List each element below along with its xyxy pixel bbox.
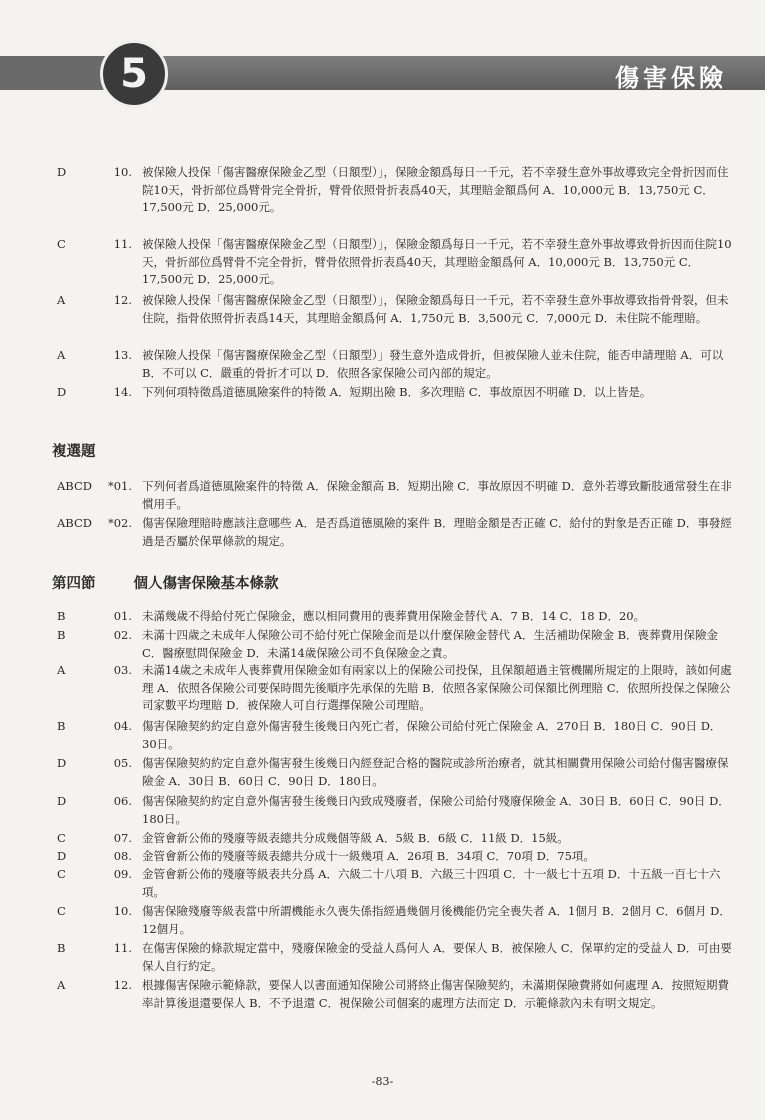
question-number: 06. [113, 794, 132, 808]
answer-key: ABCD [57, 479, 92, 493]
question-number: 07. [113, 831, 132, 845]
answer-key: D [57, 385, 67, 399]
section-label: 第四節 [52, 575, 96, 592]
question-number: 10. [113, 904, 132, 918]
question-number: 02. [113, 628, 132, 642]
question-text: 傷害保險契約約定自意外傷害發生後幾日內經登記合格的醫院或診所治療者，就其相關費用保險公司給付傷害醫療保險金 A．30日 B．60日 C．90日 D．180日。 [142, 756, 729, 788]
answer-key: A [57, 293, 66, 307]
answer-key: D [57, 756, 67, 770]
question-text: 下列何者爲道德風險案件的特徵 A．保險金額高 B．短期出險 C．事故原因不明確 D．意外若導致斷肢通常發生在非慣用手。 [142, 479, 732, 511]
question-text: 被保險人投保「傷害醫療保險金乙型（日額型）」，保險金額爲每日一千元，若不幸發生意外事故導致完全骨折因而住院10天，骨折部位爲臂骨完全骨折，臂骨依照骨折表爲40天，其理賠金額爲何 A．10,000元 B．13,750元 C．17,500元 D．25,000元。 [142, 165, 729, 214]
answer-key: C [57, 904, 66, 918]
question-text: 未滿十四歲之未成年人保險公司不給付死亡保險金而是以什麼保險金替代 A．生活補助保險金 B．喪葬費用保險金 C．醫療慰問保險金 D．未滿14歲保險公司不負保險金之責。 [142, 628, 719, 660]
question-text: 傷害保險契約約定自意外傷害發生後幾日內死亡者，保險公司給付死亡保險金 A．270日 B．180日 C．90日 D．30日。 [142, 719, 722, 751]
question-number: 12. [113, 293, 132, 307]
question-text: 金管會新公佈的殘廢等級表共分爲 A．六級二十八項 B．六級三十四項 C．十一級七十五項 D．十五級一百七十六項。 [142, 867, 721, 899]
answer-key: B [57, 609, 66, 623]
question-number: 09. [113, 867, 132, 881]
question-text: 未滿幾歲不得給付死亡保險金，應以相同費用的喪葬費用保險金替代 A．7 B．14 C．18 D．20。 [142, 609, 646, 623]
question-number: 04. [113, 719, 132, 733]
question-text: 在傷害保險的條款規定當中，殘廢保險金的受益人爲何人 A．要保人 B．被保險人 C．保單約定的受益人 D．可由要保人自行約定。 [142, 941, 732, 973]
chapter-title: 傷害保險 [615, 64, 727, 92]
answer-key: B [57, 941, 66, 955]
answer-key: A [57, 663, 66, 677]
question-number: 13. [113, 348, 132, 362]
section-title: 複選題 [52, 443, 96, 460]
answer-key: B [57, 628, 66, 642]
answer-key: A [57, 348, 66, 362]
chapter-logo [100, 40, 168, 108]
section-heading [52, 440, 96, 461]
question-text: 金管會新公佈的殘廢等級表總共分成十一級幾項 A．26項 B．34項 C．70項 D．75項。 [142, 849, 595, 863]
answer-key: C [57, 831, 66, 845]
answer-key: C [57, 237, 66, 251]
question-text: 根據傷害保險示範條款，要保人以書面通知保險公司將終止傷害保險契約，未滿期保險費將如何處理 A．按照短期費率計算後退還要保人 B．不予退還 C．視保險公司個案的處理方法而定 D．示範條款內未有明文規定。 [142, 978, 729, 1010]
question-number: 10. [113, 165, 132, 179]
question-text: 未滿14歲之未成年人喪葬費用保險金如有兩家以上的保險公司投保，且保額超過主管機關所規定的上限時，該如何處理 A．依照各保險公司要保時間先後順序先承保的先賠 B．依照各家保險公司保額比例理賠 C．依照所投保之保險公司家數平均理賠 D．被保險人可自行選擇保險公司理賠。 [142, 663, 732, 712]
question-text: 被保險人投保「傷害醫療保險金乙型（日額型）」發生意外造成骨折，但被保險人並未住院，能否申請理賠 A．可以 B．不可以 C．嚴重的骨折才可以 D．依照各家保險公司內部的規定。 [142, 348, 724, 380]
logo-glyph: 5 [120, 51, 148, 97]
question-number: 11. [113, 941, 132, 955]
question-number: 08. [113, 849, 132, 863]
answer-key: A [57, 978, 66, 992]
question-number: 11. [113, 237, 132, 251]
question-text: 傷害保險理賠時應該注意哪些 A．是否爲道德風險的案件 B．理賠金額是否正確 C．給付的對象是否正確 D．事發經過是否屬於保單條款的規定。 [142, 516, 732, 548]
answer-key: D [57, 165, 67, 179]
section-title: 個人傷害保險基本條款 [133, 575, 279, 592]
question-text: 傷害保險契約約定自意外傷害發生後幾日內致成殘廢者，保險公司給付殘廢保險金 A．30日 B．60日 C．90日 D．180日。 [142, 794, 730, 826]
answer-key: B [57, 719, 66, 733]
page-number: -83- [371, 1075, 394, 1088]
question-number: *01. [107, 479, 132, 493]
question-number: 01. [113, 609, 132, 623]
question-number: 14. [113, 385, 132, 399]
answer-key: ABCD [57, 516, 92, 530]
question-number: *02. [107, 516, 132, 530]
question-text: 下列何項特徵爲道德風險案件的特徵 A．短期出險 B．多次理賠 C．事故原因不明確 D．以上皆是。 [142, 385, 652, 399]
question-text: 被保險人投保「傷害醫療保險金乙型（日額型）」，保險金額爲每日一千元，若不幸發生意外事故導致指骨骨裂，但未住院，指骨依照骨折表爲14天，其理賠金額爲何 A．1,750元 B．3,500元 C．7,000元 D．未住院不能理賠。 [142, 293, 729, 325]
section-heading [52, 572, 279, 593]
question-number: 05. [113, 756, 132, 770]
question-text: 傷害保險殘廢等級表當中所謂機能永久喪失係指經過幾個月後機能仍完全喪失者 A．1個月 B．2個月 C．6個月 D．12個月。 [142, 904, 731, 936]
question-text: 金管會新公佈的殘廢等級表總共分成幾個等級 A．5級 B．6級 C．11級 D．15級。 [142, 831, 569, 845]
question-text: 被保險人投保「傷害醫療保險金乙型（日額型）」，保險金額爲每日一千元，若不幸發生意外事故導致骨折因而住院10天，骨折部位爲臂骨不完全骨折，臂骨依照骨折表爲40天，其理賠金額爲何 A．10,000元 B．13,750元 C．17,500元 D．25,000元。 [142, 237, 732, 286]
answer-key: D [57, 849, 67, 863]
answer-key: C [57, 867, 66, 881]
question-number: 03. [113, 663, 132, 677]
question-number: 12. [113, 978, 132, 992]
answer-key: D [57, 794, 67, 808]
